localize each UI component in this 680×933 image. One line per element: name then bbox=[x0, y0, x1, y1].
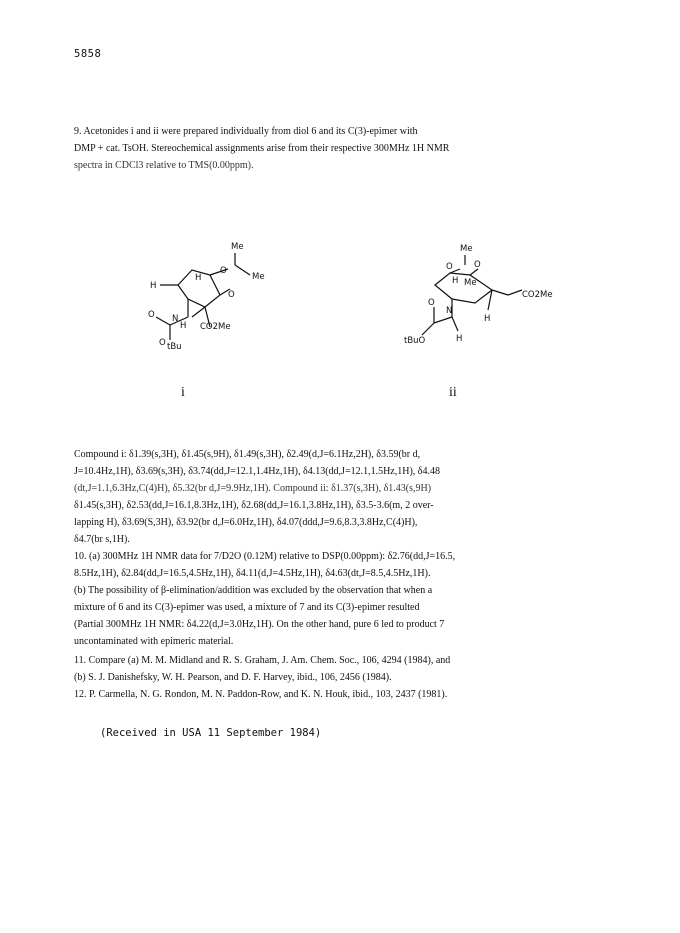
note-9 bbox=[74, 123, 614, 174]
note-10-line: 10. (a) 300MHz 1H NMR data for 7/D2O (0.12M) relative to DSP(0.00ppm): δ2.76(dd,J=16.5, bbox=[74, 551, 456, 562]
structure-ii-atom: H bbox=[484, 314, 491, 324]
structure-i-atom: O bbox=[159, 338, 166, 348]
structure-ii-atom: O bbox=[474, 260, 481, 270]
structure-i-atom: O bbox=[228, 290, 235, 300]
note-11-line: (b) S. J. Danishefsky, W. H. Pearson, and D. F. Harvey, ibid., 106, 2456 (1984). bbox=[74, 672, 392, 683]
structure-i-atom: CO2Me bbox=[200, 322, 231, 332]
structure-ii-atom: O bbox=[428, 298, 435, 308]
structure-ii-atom: N bbox=[446, 306, 453, 316]
nmr-line: δ4.7(br s,1H). bbox=[74, 534, 130, 545]
structure-i-label: i bbox=[181, 385, 185, 400]
note-10-line: 8.5Hz,1H), δ2.84(dd,J=16.5,4.5Hz,1H), δ4.11(d,J=4.5Hz,1H), δ4.63(dt,J=8.5,4.5Hz,1H). bbox=[74, 568, 431, 579]
received-date: (Received in USA 11 September 1984) bbox=[100, 727, 322, 739]
nmr-line: Compound i: δ1.39(s,3H), δ1.45(s,9H), δ1.49(s,3H), δ2.49(d,J=6.1Hz,2H), δ3.59(br d, bbox=[74, 449, 421, 460]
structure-ii-atom: O bbox=[446, 262, 453, 272]
chemical-structures-figure bbox=[60, 235, 620, 405]
note-12-line: 12. P. Carmella, N. G. Rondon, M. N. Paddon-Row, and K. N. Houk, ibid., 103, 2437 (1981). bbox=[74, 689, 448, 700]
note-12 bbox=[74, 686, 614, 703]
structure-i-atom: Me bbox=[231, 242, 244, 252]
structure-i-atom: Me bbox=[252, 272, 265, 282]
nmr-line: J=10.4Hz,1H), δ3.69(s,3H), δ3.74(dd,J=12.1,1.4Hz,1H), δ4.13(dd,J=12.1,1.5Hz,1H), δ4.48 bbox=[74, 466, 441, 477]
note-9-line-3: spectra in CDCl3 relative to TMS(0.00ppm). bbox=[74, 160, 254, 171]
structure-i-atom: H bbox=[180, 321, 187, 331]
structure-i-atom: tBu bbox=[167, 342, 182, 352]
structure-i-atom: H bbox=[195, 273, 202, 283]
nmr-line: δ1.45(s,3H), δ2.53(dd,J=16.1,8.3Hz,1H), δ2.68(dd,J=16.1,3.8Hz,1H), δ3.5-3.6(m, 2 over- bbox=[74, 500, 434, 511]
note-10-line: (b) The possibility of β-elimination/addition was excluded by the observation that when a bbox=[74, 585, 433, 596]
note-11 bbox=[74, 652, 614, 686]
nmr-line: (dt,J=1.1,6.3Hz,C(4)H), δ5.32(br d,J=9.9Hz,1H). Compound ii: δ1.37(s,3H), δ1.43(s,9H) bbox=[74, 483, 432, 494]
note-9-line-2 bbox=[74, 140, 614, 157]
note-10-line: uncontaminated with epimeric material. bbox=[74, 636, 234, 647]
structure-ii-atom: Me bbox=[460, 244, 473, 254]
structure-ii-atom: CO2Me bbox=[522, 290, 553, 300]
structure-i-atom: O bbox=[220, 266, 227, 276]
structure-ii-atom: Me bbox=[464, 278, 477, 288]
note-10-line: (Partial 300MHz 1H NMR: δ4.22(d,J=3.0Hz,1H). On the other hand, pure 6 led to product 7 bbox=[74, 619, 445, 630]
note-10-line: mixture of 6 and its C(3)-epimer was used, a mixture of 7 and its C(3)-epimer resulted bbox=[74, 602, 420, 613]
structure-i-atoms bbox=[148, 242, 265, 352]
note-11-line: 11. Compare (a) M. M. Midland and R. S. Graham, J. Am. Chem. Soc., 106, 4294 (1984), and bbox=[74, 655, 451, 666]
note-9-line-2-text: DMP + cat. TsOH. Stereochemical assignments arise from their respective 300MHz bbox=[74, 143, 410, 154]
structure-ii-label: ii bbox=[449, 385, 457, 400]
page-number: 5858 bbox=[74, 48, 102, 60]
structure-i-atom: N bbox=[172, 314, 179, 324]
structure-ii-atom: H bbox=[452, 276, 459, 286]
note-9-line-1: 9. Acetonides i and ii were prepared individually from diol 6 and its C(3)-epimer with bbox=[74, 126, 418, 137]
nmr-data bbox=[74, 446, 614, 548]
structure-ii-atom: tBuO bbox=[404, 336, 426, 346]
structure-i-atom: O bbox=[148, 310, 155, 320]
note-10 bbox=[74, 548, 614, 650]
structure-i-atom: H bbox=[150, 281, 157, 291]
structure-ii-atom: H bbox=[456, 334, 463, 344]
nmr-line: lapping H), δ3.69(S,3H), δ3.92(br d,J=6.0Hz,1H), δ4.07(ddd,J=9.6,8.3,3.8Hz,C(4)H), bbox=[74, 517, 418, 528]
structure-ii-bonds bbox=[422, 255, 522, 335]
note-9-line-2-nmr: 1H NMR bbox=[411, 143, 450, 154]
